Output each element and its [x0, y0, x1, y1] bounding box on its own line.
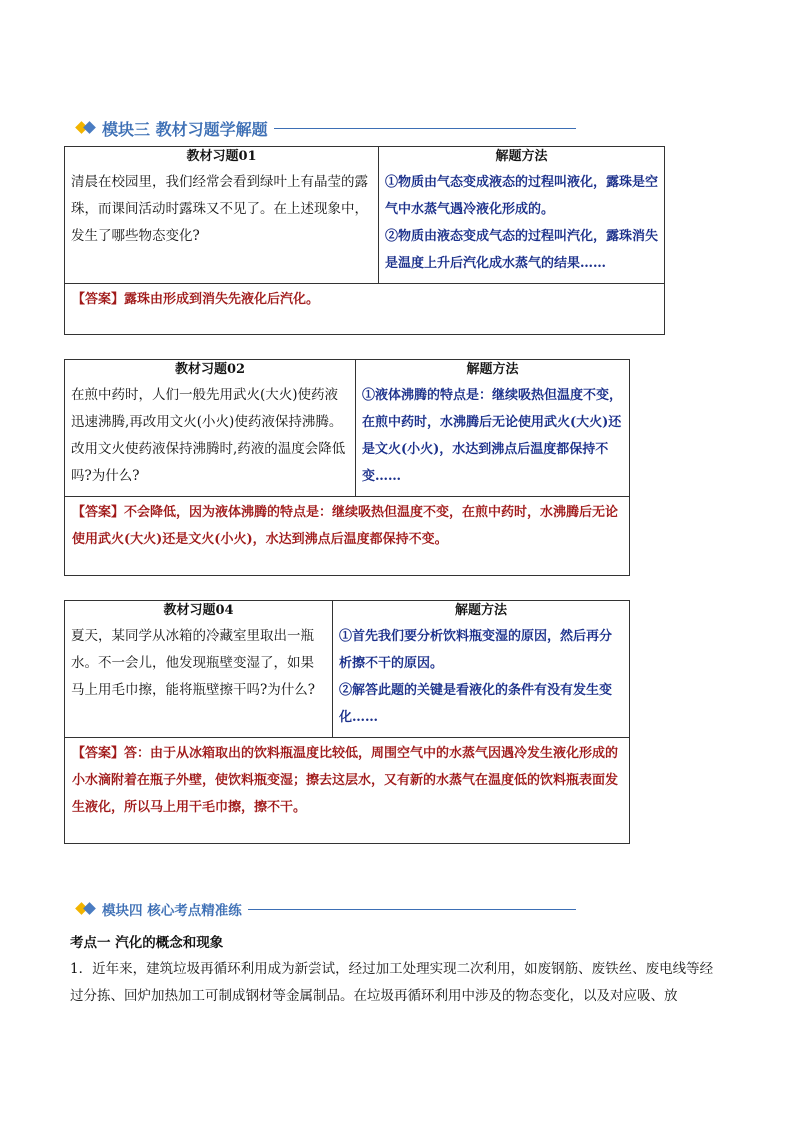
exercise-01-table [64, 146, 665, 335]
module3-title: 模块三 教材习题学解题 [102, 119, 268, 139]
exercise-01-question-cell [65, 147, 379, 283]
answer-tag: 【答案】 [72, 505, 125, 520]
double-diamond-icon [76, 902, 98, 916]
exercise-01-answer-row [65, 284, 664, 315]
exercise-04-method-2: ②解答此题的关键是看液化的条件有没有发生变化…… [339, 683, 613, 725]
problem-1-text: 1．近年来，建筑垃圾再循环利用成为新尝试，经过加工处理实现二次利用，如废钢筋、废铁丝、废电线等经过分拣、回炉加热加工可制成钢材等金属制品。在垃圾再循环利用中涉及的物态变化，以及对应吸、放 [70, 961, 714, 1004]
exercise-04-method-cell [333, 601, 629, 737]
exercise-02-answer: 不会降低，因为液体沸腾的特点是：继续吸热但温度不变，在煎中药时，水沸腾后无论使用武火(大火)还是文火(小火)，水达到沸点后温度都保持不变。 [72, 505, 619, 547]
module4-title: 模块四 核心考点精准练 [102, 903, 242, 919]
double-diamond-icon [76, 121, 98, 135]
answer-tag: 【答案】 [72, 746, 125, 761]
header-divider [248, 909, 576, 910]
module4-header [76, 897, 576, 921]
exercise-02-method-cell [356, 360, 629, 496]
exercise-01-method-1: ①物质由气态变成液态的过程叫液化，露珠是空气中水蒸气遇冷液化形成的。 [385, 175, 659, 217]
exercise-01-answer: 露珠由形成到消失先液化后汽化。 [124, 292, 320, 307]
kaodian-heading: 考点一 汽化的概念和现象 [70, 935, 224, 951]
module3-header [76, 116, 576, 140]
exercise-01-heading: 教材习题01 [186, 149, 257, 164]
header-divider [274, 128, 576, 129]
exercise-04-question-cell [65, 601, 333, 737]
exercise-04-heading: 教材习题04 [163, 603, 234, 618]
exercise-04-method-1: ①首先我们要分析饮料瓶变湿的原因，然后再分析擦不干的原因。 [339, 629, 613, 671]
exercise-01-method-2: ②物质由液态变成气态的过程叫汽化，露珠消失是温度上升后汽化成水蒸气的结果…… [385, 229, 659, 271]
exercise-04-question: 夏天，某同学从冰箱的冷藏室里取出一瓶水。不一会儿，他发现瓶壁变湿了，如果马上用毛巾擦，能将瓶壁擦干吗?为什么? [71, 628, 315, 698]
exercise-02-answer-row [65, 497, 629, 555]
exercise-02-question-cell [65, 360, 356, 496]
exercise-02-method-heading: 解题方法 [466, 362, 519, 377]
answer-tag: 【答案】 [72, 292, 125, 307]
exercise-01-question: 清晨在校园里，我们经常会看到绿叶上有晶莹的露珠，而课间活动时露珠又不见了。在上述现象中，发生了哪些物态变化? [71, 174, 368, 244]
exercise-04-method-heading: 解题方法 [454, 603, 507, 618]
exercise-04-answer: 答：由于从冰箱取出的饮料瓶温度比较低，周围空气中的水蒸气因遇冷发生液化形成的小水滴附着在瓶子外壁，使饮料瓶变湿；擦去这层水，又有新的水蒸气在温度低的饮料瓶表面发生液化，所以马上用干毛巾擦，擦不干。 [72, 746, 619, 815]
exercise-04-table [64, 600, 630, 844]
exercise-02-question: 在煎中药时，人们一般先用武火(大火)使药液迅速沸腾,再改用文火(小火)使药液保持沸腾。改用文火使药液保持沸腾时,药液的温度会降低吗?为什么? [71, 387, 346, 484]
exercise-01-method-heading: 解题方法 [495, 149, 548, 164]
exercise-02-heading: 教材习题02 [174, 362, 246, 377]
exercise-02-table [64, 359, 630, 576]
exercise-01-method-cell [379, 147, 664, 283]
exercise-02-method-1: ①液体沸腾的特点是：继续吸热但温度不变，在煎中药时，水沸腾后无论使用武火(大火)还是文火(小火)，水达到沸点后温度都保持不变…… [362, 388, 623, 484]
exercise-04-answer-row [65, 738, 629, 823]
